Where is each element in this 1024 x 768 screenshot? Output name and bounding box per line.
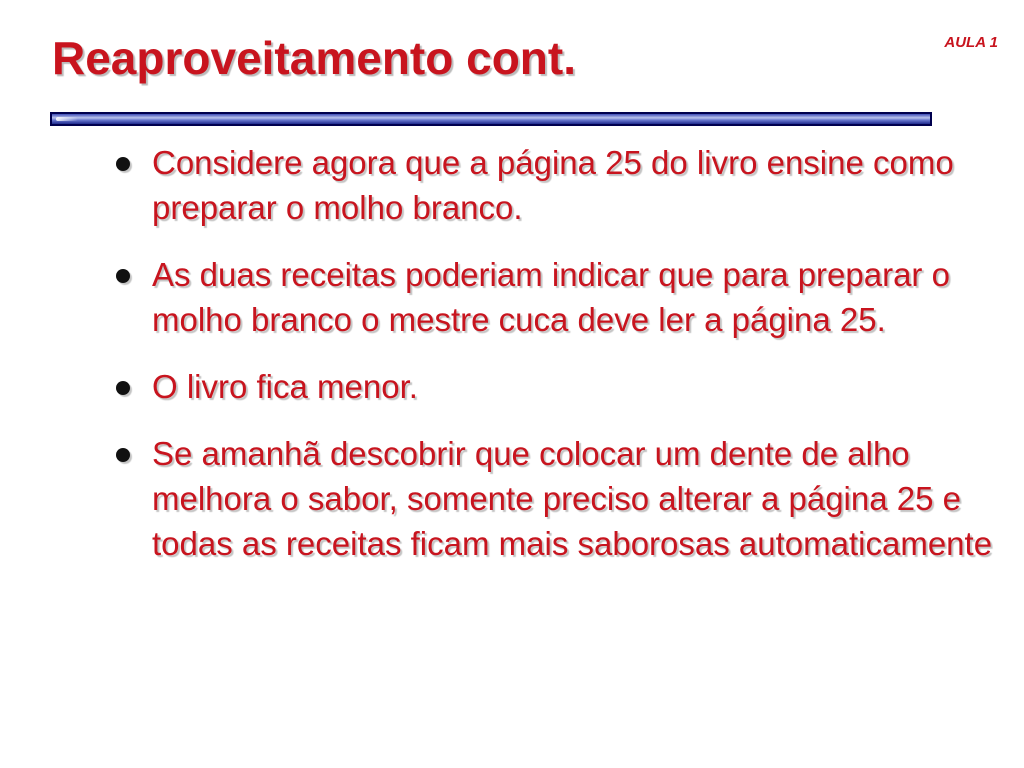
bullet-list	[114, 140, 994, 588]
bullet-text: Considere agora que a página 25 do livro ensine como preparar o molho branco.	[152, 144, 954, 226]
bullet-item-4	[114, 431, 994, 566]
bullet-item-3	[114, 364, 994, 409]
bullet-dot-icon	[116, 269, 130, 283]
lesson-label: AULA 1	[944, 34, 998, 51]
bullet-text: As duas receitas poderiam indicar que para preparar o molho branco o mestre cuca deve ler a página 25.	[152, 256, 950, 338]
bullet-text: Se amanhã descobrir que colocar um dente de alho melhora o sabor, somente preciso alterar a página 25 e todas as receitas ficam mais saborosas automaticamente	[152, 435, 993, 562]
bullet-text: O livro fica menor.	[152, 368, 418, 405]
bullet-item-1	[114, 140, 994, 230]
bullet-dot-icon	[116, 381, 130, 395]
bullet-dot-icon	[116, 157, 130, 171]
title-divider	[50, 112, 932, 126]
bullet-item-2	[114, 252, 994, 342]
bullet-dot-icon	[116, 448, 130, 462]
slide-title: Reaproveitamento cont.	[52, 32, 576, 84]
